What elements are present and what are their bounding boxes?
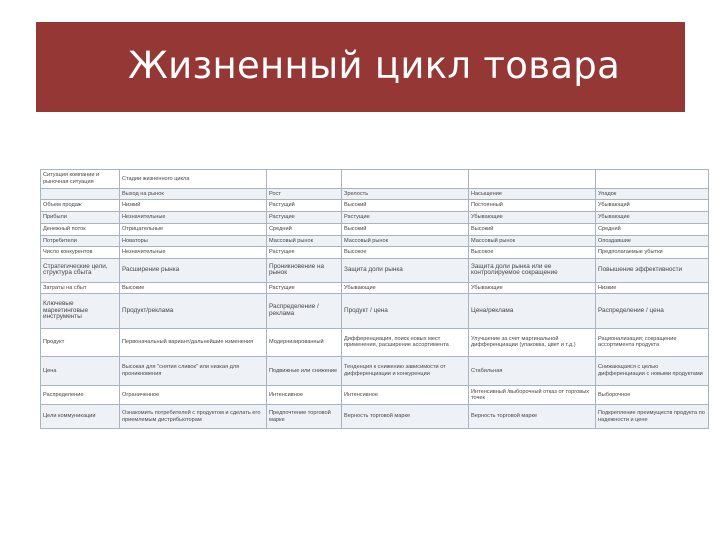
table-cell: Расширение рынка: [120, 259, 267, 283]
table-cell: Низкие: [596, 282, 709, 294]
table-row: [41, 223, 709, 235]
table-cell: Опоздавшие: [596, 235, 709, 247]
table-cell: Высокая для "снятия сливок" или низкая для проникновения: [120, 356, 267, 385]
table-cell: Проникновение на рынок: [267, 259, 342, 283]
table-cell: Тенденция к снижению зависимости от дифференциации и конкуренции: [342, 356, 469, 385]
row-header-cell: [41, 189, 120, 200]
table-cell: Дифференциация, поиск новых мест применения, расширение ассортимента: [342, 328, 469, 356]
table-cell: [469, 170, 596, 189]
table-cell: Убывающие: [469, 212, 596, 224]
table-cell: [596, 170, 709, 189]
lifecycle-table-container: [40, 161, 705, 429]
table-cell: Продукт/реклама: [120, 294, 267, 328]
table-cell: Подвижные или снижение: [267, 356, 342, 385]
table-cell: Модернизированный: [267, 328, 342, 356]
table-cell: Высокий: [469, 223, 596, 235]
table-cell: Интенсивное: [267, 386, 342, 405]
table-cell: [342, 170, 469, 189]
table-cell: Высокие: [120, 282, 267, 294]
table-cell: Первоначальный вариант/дальнейшие изменения: [120, 328, 267, 356]
row-header-cell: Цена: [41, 356, 120, 385]
table-row: [41, 386, 709, 405]
table-cell: Верность торговой марке: [342, 405, 469, 429]
table-cell: Стадии жизненного цикла: [120, 170, 267, 189]
row-header-cell: Объем продаж: [41, 200, 120, 212]
slide-title: Жизненный цикл товара: [128, 44, 621, 87]
table-cell: [267, 170, 342, 189]
table-cell: Высокое: [342, 247, 469, 259]
table-cell: Ознакомить потребителей с продуктом и сделать его приемлемым дистрибьюторам: [120, 405, 267, 429]
table-cell: Интенсивный /выборочный отказ от торговых точек: [469, 386, 596, 405]
row-header-cell: Ключевые маркетинговые инструменты: [41, 294, 120, 328]
table-cell: Постоянный: [469, 200, 596, 212]
table-cell: Цена/реклама: [469, 294, 596, 328]
table-cell: Защита доли рынка или ее контролируемое сокращение: [469, 259, 596, 283]
lifecycle-table: [40, 169, 709, 429]
table-cell: Растущие: [342, 212, 469, 224]
table-row: [41, 259, 709, 283]
table-cell: Убывающие: [469, 282, 596, 294]
table-cell: Отрицательные: [120, 223, 267, 235]
table-cell: Предполагаемые убытки: [596, 247, 709, 259]
table-cell: Интенсивное: [342, 386, 469, 405]
table-cell: Растущее: [267, 247, 342, 259]
table-row: [41, 356, 709, 385]
table-cell: Предпочтение торговой марке: [267, 405, 342, 429]
table-cell: Средний: [596, 223, 709, 235]
table-cell: Распределение / реклама: [267, 294, 342, 328]
table-cell: Стабильная: [469, 356, 596, 385]
table-cell: Массовый рынок: [267, 235, 342, 247]
table-cell: Растущий: [267, 200, 342, 212]
row-header-cell: Цели коммуникации: [41, 405, 120, 429]
table-cell: Снижающаяся с целью дифференциации с новыми продуктами: [596, 356, 709, 385]
table-cell: Выход на рынок: [120, 189, 267, 200]
table-cell: Новаторы: [120, 235, 267, 247]
table-cell: Незначительные: [120, 247, 267, 259]
table-cell: Продукт / цена: [342, 294, 469, 328]
row-header-cell: Продукт: [41, 328, 120, 356]
table-cell: Распределение / цена: [596, 294, 709, 328]
table-cell: Убывающие: [596, 212, 709, 224]
table-cell: Высокий: [342, 223, 469, 235]
table-cell: Упадок: [596, 189, 709, 200]
table-cell: Растущие: [267, 212, 342, 224]
table-cell: Подкрепление преимуществ продукта по надежности и цене: [596, 405, 709, 429]
table-cell: Высокое: [469, 247, 596, 259]
table-row: [41, 170, 709, 189]
table-row: [41, 405, 709, 429]
row-header-cell: Число конкурентов: [41, 247, 120, 259]
row-header-cell: Прибыли: [41, 212, 120, 224]
table-cell: Убывающий: [596, 200, 709, 212]
row-header-cell: Стратегические цели, структура сбыта: [41, 259, 120, 283]
row-header-cell: Затраты на сбыт: [41, 282, 120, 294]
table-row: [41, 328, 709, 356]
table-cell: Низкий: [120, 200, 267, 212]
table-cell: Повышение эффективности: [596, 259, 709, 283]
title-banner: [36, 22, 685, 112]
table-cell: Рационализация; сокращение ассортимента продукта: [596, 328, 709, 356]
table-cell: Зрелость: [342, 189, 469, 200]
table-cell: Ограниченное: [120, 386, 267, 405]
table-row: [41, 247, 709, 259]
table-row: [41, 212, 709, 224]
table-row: [41, 200, 709, 212]
table-cell: Выборочное: [596, 386, 709, 405]
table-cell: Верность торговой марке: [469, 405, 596, 429]
table-cell: Защита доли рынка: [342, 259, 469, 283]
table-cell: Массовый рынок: [342, 235, 469, 247]
table-cell: Средний: [267, 223, 342, 235]
row-header-cell: Денежный поток: [41, 223, 120, 235]
row-header-cell: Ситуация компании и рыночная ситуация: [41, 170, 120, 189]
table-row: [41, 282, 709, 294]
table-row: [41, 235, 709, 247]
table-cell: Рост: [267, 189, 342, 200]
table-cell: Улучшение за счет маргинальной дифференциации (упаковка, цвет и т.д.): [469, 328, 596, 356]
table-cell: Насыщение: [469, 189, 596, 200]
table-row: [41, 294, 709, 328]
table-cell: Высокий: [342, 200, 469, 212]
table-row: [41, 189, 709, 200]
table-cell: Незначительные: [120, 212, 267, 224]
row-header-cell: Распределение: [41, 386, 120, 405]
table-cell: Массовый рынок: [469, 235, 596, 247]
table-caption-strip: [82, 161, 272, 169]
table-cell: Убывающие: [342, 282, 469, 294]
table-cell: Растущие: [267, 282, 342, 294]
row-header-cell: Потребители: [41, 235, 120, 247]
